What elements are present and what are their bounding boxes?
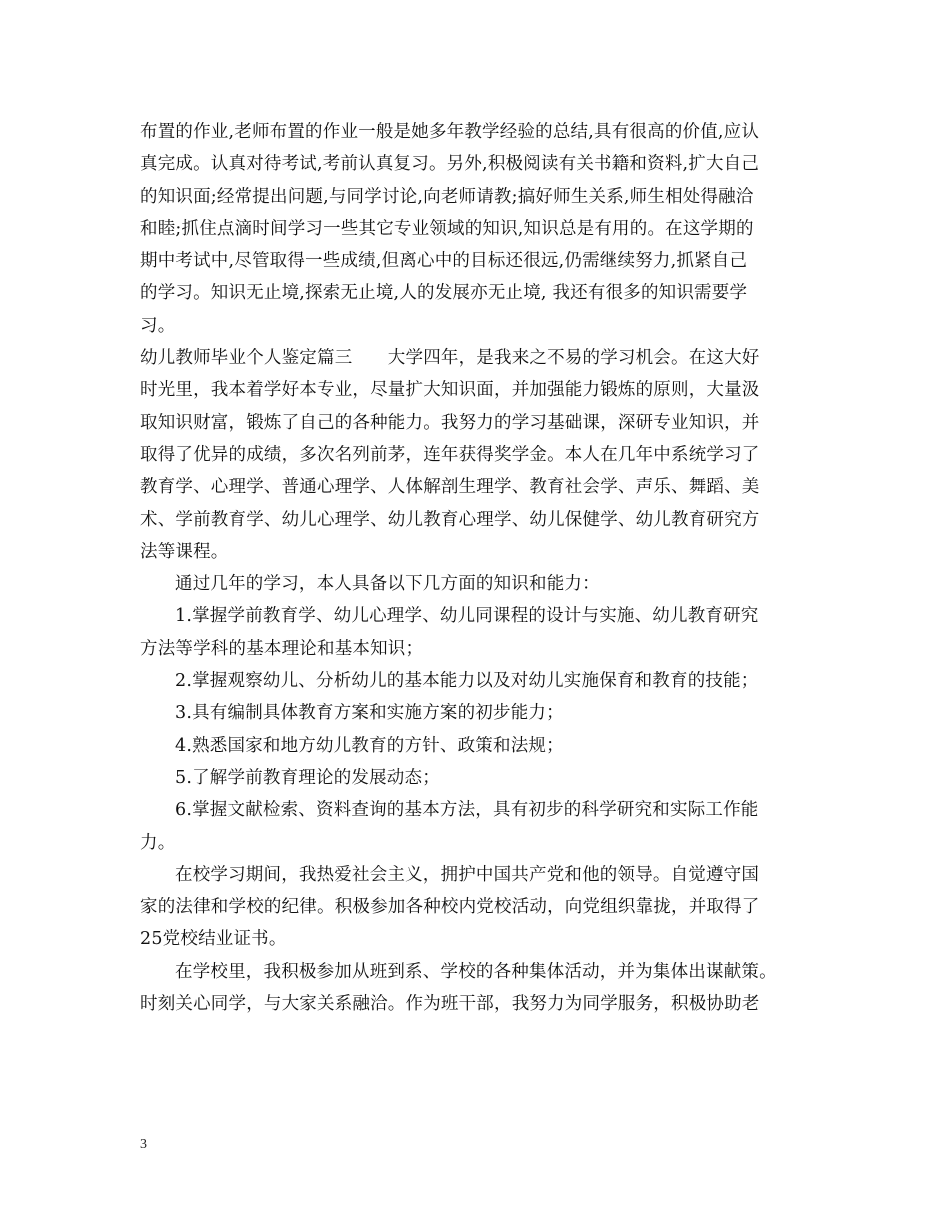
document-body	[140, 116, 840, 1020]
list-item-line: 4.熟悉国家和地方幼儿教育的方针、政策和法规；	[175, 735, 564, 756]
section-heading-line: 幼儿教师毕业个人鉴定篇三 大学四年，是我来之不易的学习机会。在这大好	[140, 348, 760, 369]
text-line: 的知识面;经常提出问题,与同学讨论,向老师请教;搞好师生关系,师生相处得融洽	[140, 186, 754, 207]
text-line: 在校学习期间，我热爱社会主义，拥护中国共产党和他的领导。自觉遵守国	[175, 864, 760, 885]
text-line: 术、学前教育学、幼儿心理学、幼儿教育心理学、幼儿保健学、幼儿教育研究方	[140, 509, 760, 530]
text-line: 25党校结业证书。	[140, 929, 287, 950]
text-line: 通过几年的学习，本人具备以下几方面的知识和能力：	[175, 574, 600, 595]
text-line: 真完成。认真对待考试,考前认真复习。另外,积极阅读有关书籍和资料,扩大自己	[140, 154, 760, 175]
text-line: 布置的作业,老师布置的作业一般是她多年教学经验的总结,具有很高的价值,应认	[140, 122, 760, 142]
list-item-line: 1.掌握学前教育学、幼儿心理学、幼儿同课程的设计与实施、幼儿教育研究	[175, 606, 759, 627]
text-line: 取得了优异的成绩，多次名列前茅，连年获得奖学金。本人在几年中系统学习了	[140, 444, 760, 465]
page-number: 3	[140, 1137, 147, 1152]
text-line: 的学习。知识无止境,探索无止境,人的发展亦无止境, 我还有很多的知识需要学	[140, 283, 748, 304]
text-line: 和睦;抓住点滴时间学习一些其它专业领域的知识,知识总是有用的。在这学期的	[140, 218, 754, 239]
list-item-line: 方法等学科的基本理论和基本知识；	[140, 638, 424, 659]
text-line: 教育学、心理学、普通心理学、人体解剖生理学、教育社会学、声乐、舞蹈、美	[140, 477, 760, 498]
list-item-line: 3.具有编制具体教育方案和实施方案的初步能力；	[175, 703, 564, 724]
text-line: 期中考试中,尽管取得一些成绩,但离心中的目标还很远,仍需继续努力,抓紧自己	[140, 251, 748, 272]
list-item-line: 力。	[140, 832, 176, 853]
list-item-line: 2.掌握观察幼儿、分析幼儿的基本能力以及对幼儿实施保育和教育的技能；	[175, 671, 759, 692]
text-line: 时光里，我本着学好本专业，尽量扩大知识面，并加强能力锻炼的原则，大量汲	[140, 380, 760, 401]
text-line: 取知识财富，锻炼了自己的各种能力。我努力的学习基础课，深研专业知识，并	[140, 412, 760, 433]
text-line: 习。	[140, 315, 176, 336]
text-line: 家的法律和学校的纪律。积极参加各种校内党校活动，向党组织靠拢，并取得了	[140, 897, 760, 918]
text-line: 法等课程。	[140, 541, 229, 562]
list-item-line: 6.掌握文献检索、资料查询的基本方法，具有初步的科学研究和实际工作能	[175, 800, 759, 821]
list-item-line: 5.了解学前教育理论的发展动态；	[175, 767, 440, 788]
text-line: 时刻关心同学，与大家关系融洽。作为班干部，我努力为同学服务，积极协助老	[140, 994, 760, 1015]
text-line: 在学校里，我积极参加从班到系、学校的各种集体活动，并为集体出谋献策。	[175, 961, 777, 982]
